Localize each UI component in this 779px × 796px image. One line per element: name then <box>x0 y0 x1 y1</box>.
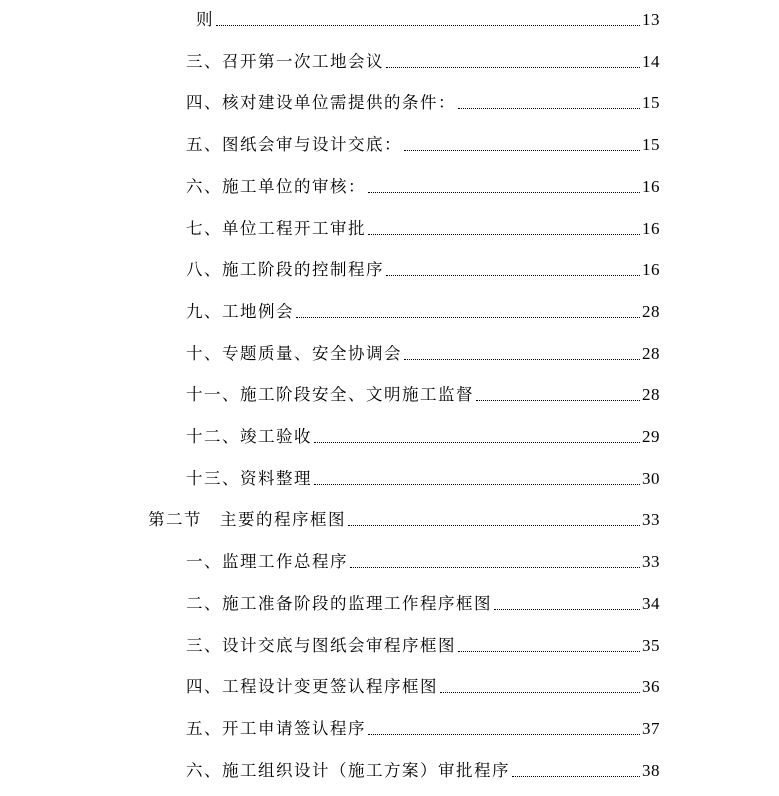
toc-entry[interactable] <box>186 337 660 365</box>
toc-entry[interactable] <box>186 670 660 698</box>
toc-entry[interactable] <box>186 295 660 323</box>
toc-entry-page-number: 34 <box>642 593 660 613</box>
toc-entry-title: 三、设计交底与图纸会审程序框图 <box>186 635 456 655</box>
toc-dot-leader <box>386 67 640 68</box>
toc-entry-title: 十、专题质量、安全协调会 <box>186 343 402 363</box>
toc-entry[interactable] <box>186 128 660 156</box>
toc-dot-leader <box>440 692 640 693</box>
toc-entry-title: 一、监理工作总程序 <box>186 552 348 572</box>
toc-entry-title: 八、施工阶段的控制程序 <box>186 260 384 280</box>
toc-entry[interactable] <box>186 587 660 615</box>
toc-dot-leader <box>368 734 640 735</box>
toc-dot-leader <box>494 609 640 610</box>
toc-entry-page-number: 14 <box>642 51 660 71</box>
toc-entry[interactable] <box>148 503 660 531</box>
toc-entry-page-number: 28 <box>642 343 660 363</box>
toc-entry[interactable] <box>186 378 660 406</box>
toc-entry-page-number: 36 <box>642 677 660 697</box>
toc-entry[interactable] <box>186 545 660 573</box>
toc-entry-title: 六、施工单位的审核： <box>186 176 366 196</box>
toc-entry-title: 六、施工组织设计（施工方案）审批程序 <box>186 760 510 780</box>
toc-dot-leader <box>216 25 640 26</box>
toc-entry[interactable] <box>186 86 660 114</box>
toc-entry-title: 十一、施工阶段安全、文明施工监督 <box>186 385 474 405</box>
toc-entry-title: 十二、竣工验收 <box>186 427 312 446</box>
toc-entry[interactable] <box>186 45 660 73</box>
toc-dot-leader <box>314 442 640 443</box>
toc-entry-title: 十三、资料整理 <box>186 468 312 488</box>
toc-entry[interactable] <box>196 3 660 31</box>
toc-entry-page-number: 16 <box>642 260 660 280</box>
toc-dot-leader <box>350 567 640 568</box>
toc-entry[interactable] <box>186 170 660 198</box>
toc-entry-page-number: 38 <box>642 760 660 780</box>
toc-entry-title: 五、开工申请签认程序 <box>186 718 366 738</box>
toc-entry[interactable] <box>186 629 660 657</box>
toc-entry-title: 四、核对建设单位需提供的条件： <box>186 93 456 113</box>
toc-dot-leader <box>314 484 640 485</box>
toc-entry-page-number: 16 <box>642 176 660 196</box>
toc-entry-page-number: 13 <box>642 10 660 29</box>
toc-entry-title: 七、单位工程开工审批 <box>186 218 366 238</box>
toc-dot-leader <box>386 275 640 276</box>
toc-dot-leader <box>404 150 640 151</box>
toc-entry-page-number: 35 <box>642 635 660 655</box>
toc-dot-leader <box>368 234 640 235</box>
toc-entry[interactable] <box>186 712 660 740</box>
toc-dot-leader <box>458 651 640 652</box>
toc-dot-leader <box>512 776 640 777</box>
toc-entry-page-number: 28 <box>642 301 660 321</box>
toc-entry-title: 则 <box>196 10 214 29</box>
toc-entry-title: 五、图纸会审与设计交底： <box>186 135 402 155</box>
toc-entry[interactable] <box>186 212 660 240</box>
toc-entry-page-number: 16 <box>642 218 660 238</box>
toc-entry-page-number: 37 <box>642 718 660 738</box>
toc-entry[interactable] <box>186 420 660 448</box>
toc-entry-page-number: 15 <box>642 93 660 113</box>
toc-entry[interactable] <box>186 462 660 490</box>
toc-dot-leader <box>476 400 640 401</box>
toc-entry-page-number: 30 <box>642 468 660 488</box>
toc-entry[interactable] <box>186 253 660 281</box>
toc-entry[interactable] <box>186 754 660 782</box>
toc-entry-page-number: 28 <box>642 385 660 405</box>
toc-entry-page-number: 33 <box>642 510 660 530</box>
toc-entry-page-number: 29 <box>642 427 660 446</box>
toc-dot-leader <box>296 317 640 318</box>
toc-entry-title: 四、工程设计变更签认程序框图 <box>186 677 438 697</box>
toc-entry-page-number: 33 <box>642 552 660 572</box>
toc-dot-leader <box>368 192 640 193</box>
toc-entry-title: 九、工地例会 <box>186 301 294 321</box>
toc-dot-leader <box>458 108 640 109</box>
toc-entry-title: 第二节 主要的程序框图 <box>148 510 346 530</box>
toc-dot-leader <box>404 359 640 360</box>
toc-entry-title: 二、施工准备阶段的监理工作程序框图 <box>186 593 492 613</box>
toc-dot-leader <box>348 525 640 526</box>
toc-entry-page-number: 15 <box>642 135 660 155</box>
toc-entry-title: 三、召开第一次工地会议 <box>186 51 384 71</box>
